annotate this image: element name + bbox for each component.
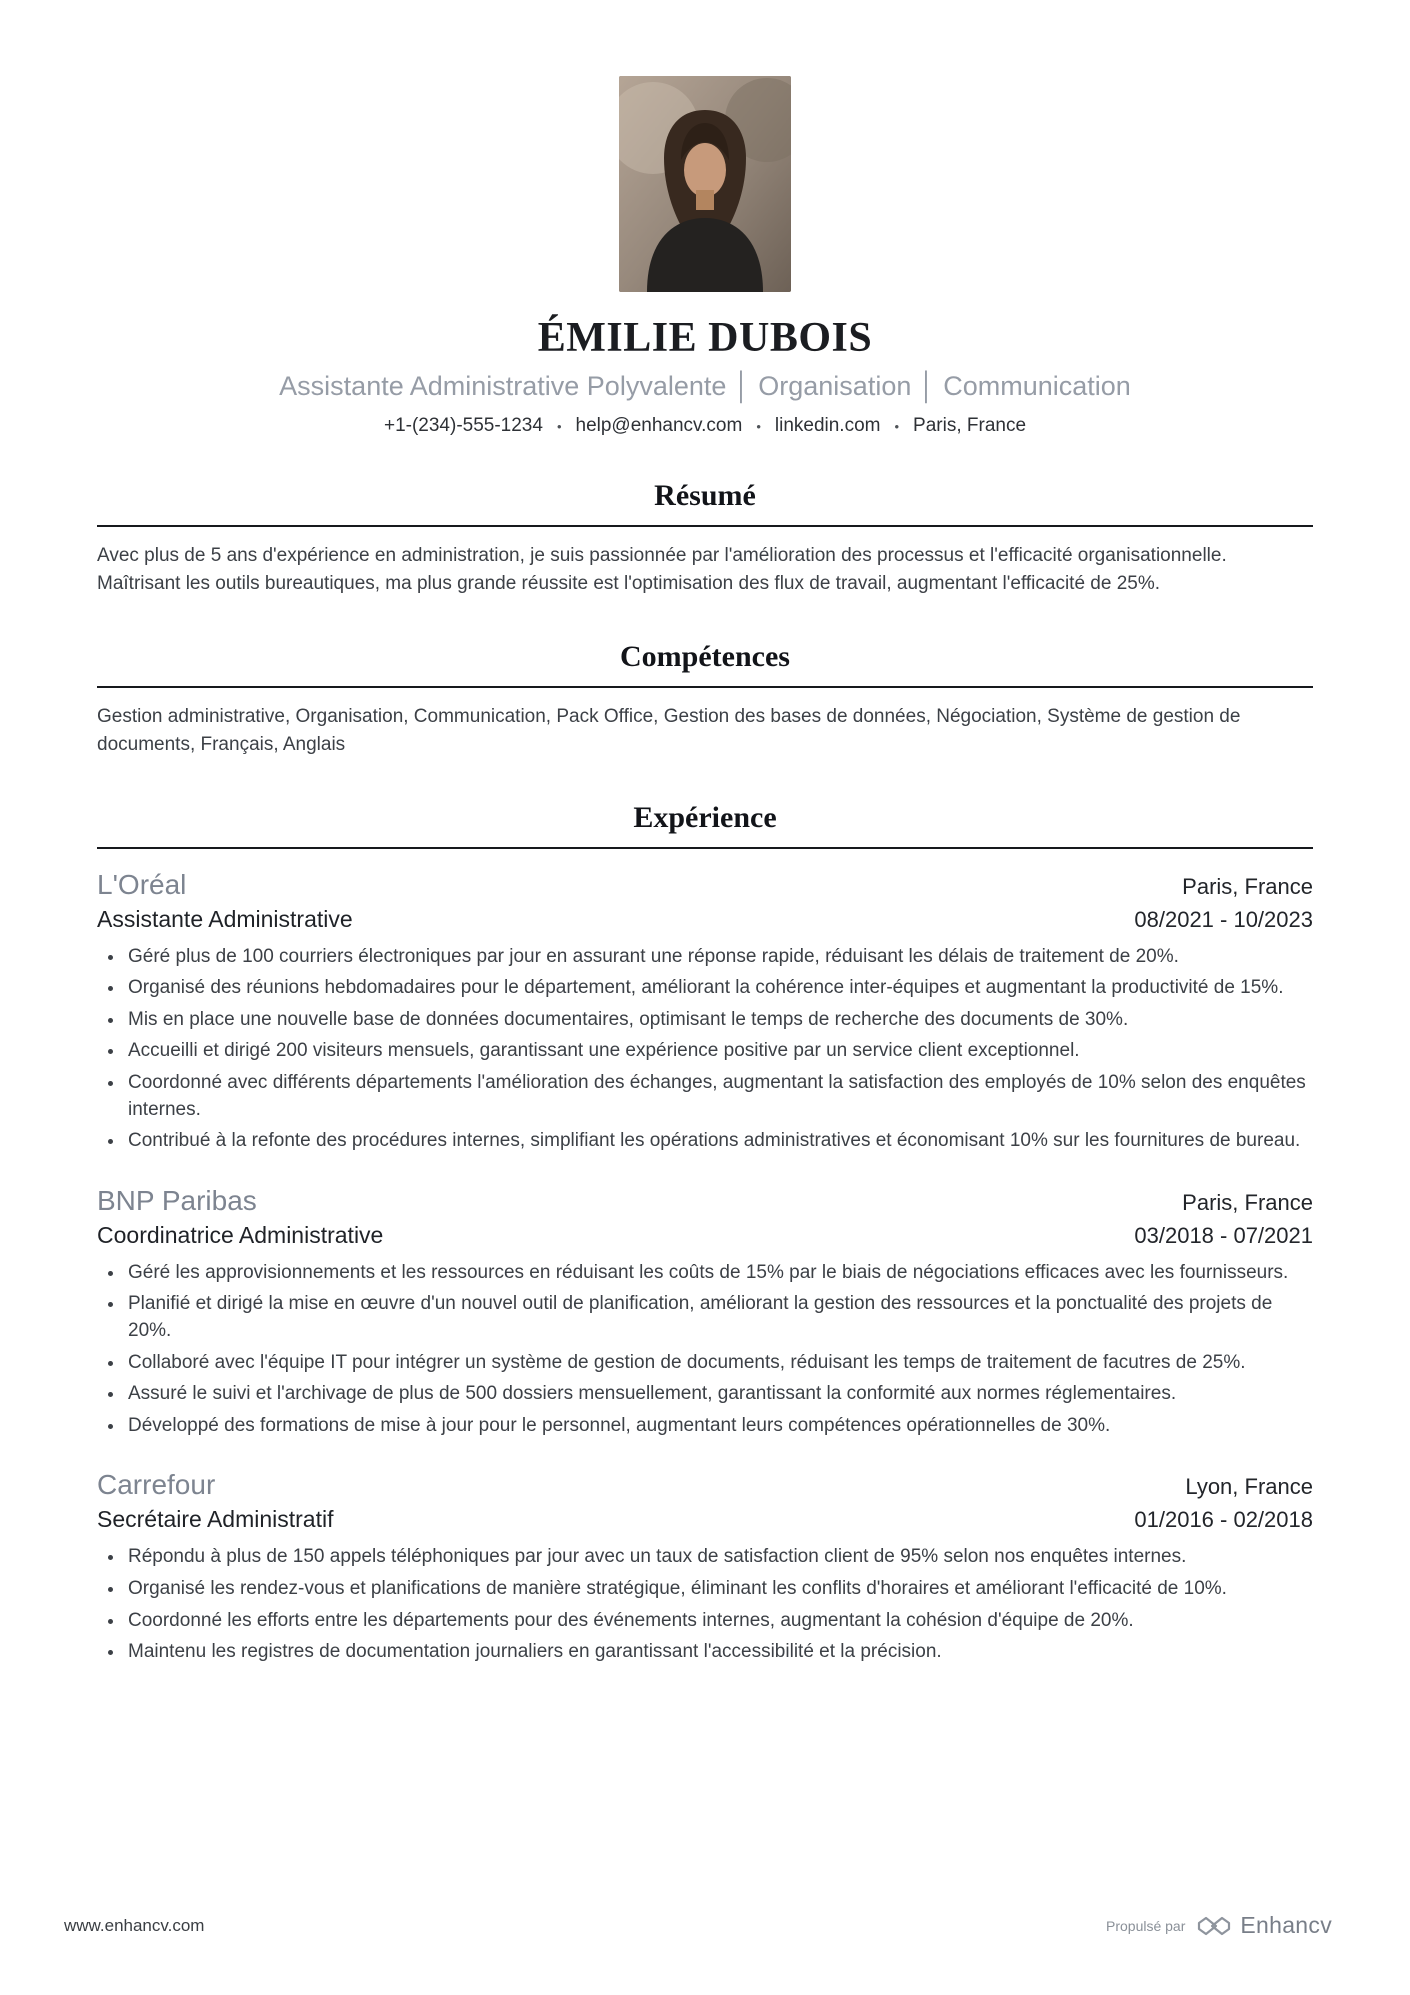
role-title: Coordinatrice Administrative — [97, 1221, 384, 1248]
bullet-item: • Développé des formations de mise à jour pour le personnel, augmentant leurs compétences opérationnelles de 30%. — [125, 1413, 1313, 1440]
bullet-item: • Assuré le suivi et l'archivage de plus de 500 dossiers mensuellement, garantissant la conformité aux normes réglementaires. — [125, 1381, 1313, 1408]
bullet-item: • Mis en place une nouvelle base de données documentaires, optimisant le temps de recherche des documents de 30%. — [125, 1007, 1313, 1034]
entry-dates: 03/2018 - 07/2021 — [1134, 1222, 1313, 1248]
powered-by-label: Propulsé par — [1106, 1917, 1186, 1934]
section-rule — [97, 847, 1313, 849]
contact-email[interactable]: help@enhancv.com — [575, 415, 743, 436]
bullet-item: • Coordonné avec différents départements l'amélioration des échanges, augmentant la satisfaction des employés de 10% selon des enquêtes internes. — [125, 1070, 1313, 1123]
company-name: L'Oréal — [97, 868, 187, 900]
page-footer — [64, 1912, 1332, 1939]
section-experience — [97, 801, 1313, 1666]
entry-head — [97, 1469, 1313, 1501]
section-heading-experience: Expérience — [633, 800, 777, 834]
profile-photo-graphic — [619, 76, 791, 292]
company-name: Carrefour — [97, 1469, 216, 1501]
entry-location: Lyon, France — [1185, 1474, 1313, 1500]
experience-entry — [97, 1185, 1313, 1440]
enhancv-wordmark: Enhancv — [1240, 1912, 1332, 1938]
contact-row — [97, 415, 1313, 437]
bullet-item: • Maintenu les registres de documentation journaliers en garantissant l'accessibilité et la précision. — [125, 1639, 1313, 1666]
experience-entry — [97, 869, 1313, 1155]
entry-sub — [97, 1506, 1313, 1533]
bullet-item: • Contribué à la refonte des procédures internes, simplifiant les opérations administratives et économisant 10% sur les fournitures de bureau. — [125, 1128, 1313, 1155]
contact-linkedin[interactable]: linkedin.com — [774, 415, 881, 436]
competences-text: Gestion administrative, Organisation, Communication, Pack Office, Gestion des bases de données, Négociation, Système de gestion de documents, Français, Anglais — [97, 705, 1241, 755]
section-heading-competences: Compétences — [620, 639, 790, 673]
candidate-name: ÉMILIE DUBOIS — [537, 315, 873, 361]
entry-head — [97, 869, 1313, 901]
entry-sub — [97, 1222, 1313, 1249]
bullet-list — [97, 944, 1313, 1155]
contact-phone[interactable]: +1-(234)-555-1234 — [383, 415, 543, 436]
bullet-list — [97, 1544, 1313, 1665]
profile-photo — [619, 76, 791, 292]
bullet-item: • Organisé les rendez-vous et planifications de manière stratégique, éliminant les conflits d'horaires et améliorant l'efficacité de 10%. — [125, 1576, 1313, 1603]
section-rule — [97, 525, 1313, 527]
powered-by — [1106, 1912, 1332, 1939]
entry-location: Paris, France — [1182, 873, 1313, 899]
bullet-list — [97, 1260, 1313, 1440]
bullet-item: • Coordonné les efforts entre les départements pour des événements internes, augmentant la cohésion d'équipe de 20%. — [125, 1608, 1313, 1635]
dot-separator: • — [556, 418, 562, 434]
entry-dates: 08/2021 - 10/2023 — [1134, 906, 1313, 932]
entry-location: Paris, France — [1182, 1189, 1313, 1215]
bullet-item: • Géré les approvisionnements et les ressources en réduisant les coûts de 15% par le biais de négociations efficaces avec les fournisseurs. — [125, 1260, 1313, 1287]
candidate-headline: Assistante Administrative Polyvalente │ Organisation │ Communication — [279, 371, 1131, 401]
bullet-item: • Organisé des réunions hebdomadaires pour le département, améliorant la cohérence inter-équipes et augmentant la productivité de 15%. — [125, 975, 1313, 1002]
bullet-item: • Planifié et dirigé la mise en œuvre d'un nouvel outil de planification, améliorant la gestion des ressources et la ponctualité des projets de 20%. — [125, 1291, 1313, 1344]
entry-head — [97, 1185, 1313, 1217]
section-heading-resume: Résumé — [654, 479, 756, 512]
section-rule — [97, 686, 1313, 688]
resume-summary-text: Avec plus de 5 ans d'expérience en administration, je suis passionnée par l'amélioration des processus et l'efficacité organisationnelle. Maîtrisant les outils bureautiques, ma plus grande réussite est l'optimisation des flux de travail, augmentant l'efficacité de 25%. — [97, 545, 1227, 594]
contact-location: Paris, France — [913, 415, 1027, 436]
enhancv-website-link[interactable]: www.enhancv.com — [64, 1915, 205, 1935]
dot-separator: • — [894, 418, 900, 434]
company-name: BNP Paribas — [97, 1184, 257, 1216]
entry-dates: 01/2016 - 02/2018 — [1134, 1507, 1313, 1533]
resume-header — [97, 76, 1313, 437]
section-resume — [97, 479, 1313, 598]
enhancv-logo-icon — [1196, 1914, 1232, 1938]
experience-entry — [97, 1469, 1313, 1665]
bullet-item: • Collaboré avec l'équipe IT pour intégrer un système de gestion de documents, réduisant les temps de traitement de facutres de 25%. — [125, 1350, 1313, 1377]
bullet-item: • Accueilli et dirigé 200 visiteurs mensuels, garantissant une expérience positive par un service client exceptionnel. — [125, 1038, 1313, 1065]
enhancv-brand[interactable] — [1196, 1912, 1332, 1939]
dot-separator: • — [756, 418, 761, 434]
bullet-item: • Répondu à plus de 150 appels téléphoniques par jour avec un taux de satisfaction client de 95% selon nos enquêtes internes. — [125, 1544, 1313, 1571]
section-competences — [97, 640, 1313, 759]
role-title: Assistante Administrative — [97, 905, 353, 932]
role-title: Secrétaire Administratif — [97, 1506, 334, 1533]
entry-sub — [97, 906, 1313, 933]
bullet-item: • Géré plus de 100 courriers électroniques par jour en assurant une réponse rapide, réduisant les délais de traitement de 20%. — [125, 944, 1313, 971]
